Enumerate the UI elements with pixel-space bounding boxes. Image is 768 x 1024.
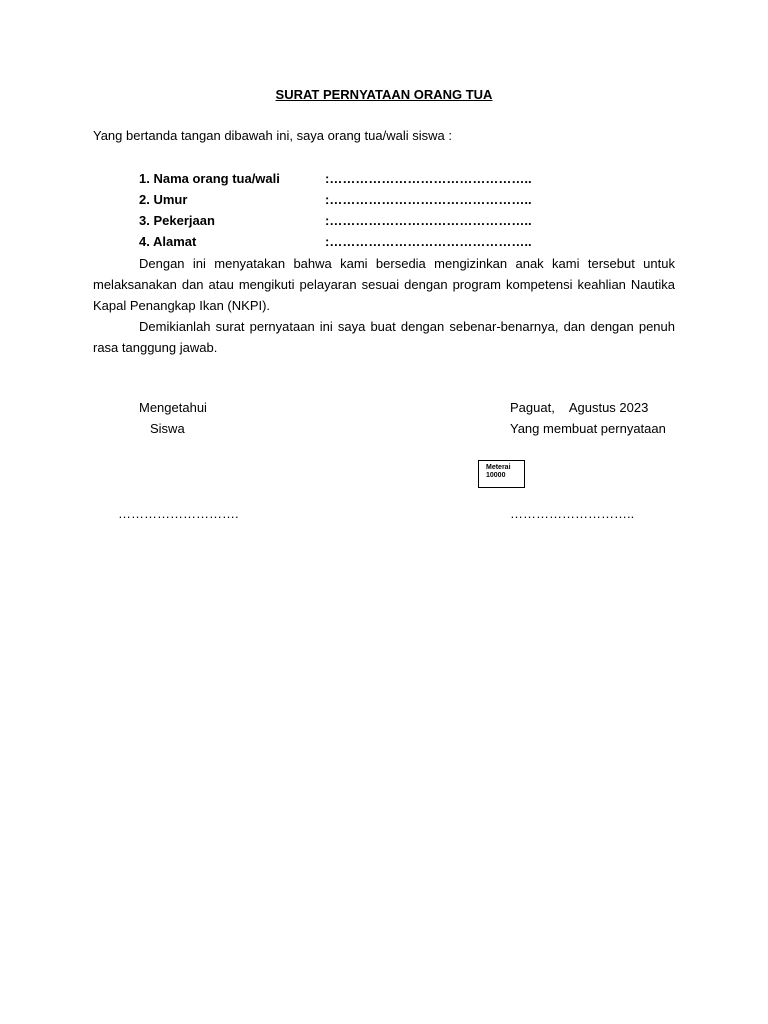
field-row-address bbox=[139, 234, 589, 255]
document-title: SURAT PERNYATAAN ORANG TUA bbox=[275, 87, 493, 102]
intro-text: Yang bertanda tangan dibawah ini, saya orang tua/wali siswa : bbox=[93, 128, 452, 143]
field-blank: :……………………………………….. bbox=[325, 234, 532, 249]
stamp-box bbox=[478, 460, 525, 488]
field-label: 3. Pekerjaan bbox=[139, 213, 215, 228]
parent-signature-line: ……………………….. bbox=[510, 506, 635, 521]
field-row-name bbox=[139, 171, 589, 192]
student-label: Siswa bbox=[150, 421, 185, 436]
declarant-label: Yang membuat pernyataan bbox=[510, 421, 666, 436]
field-blank: :……………………………………….. bbox=[325, 213, 532, 228]
identity-fields bbox=[139, 171, 589, 255]
field-row-occupation bbox=[139, 213, 589, 234]
closing-paragraph: Demikianlah surat pernyataan ini saya buat dengan sebenar-benarnya, dan dengan penuh rasa tanggung jawab. bbox=[93, 319, 675, 355]
statement-paragraph: Dengan ini menyatakan bahwa kami bersedia mengizinkan anak kami tersebut untuk melaksanakan dan atau mengikuti pelayaran sesuai dengan program kompetensi keahlian Nautika Kapal Penangkap Ikan (NKPI). bbox=[93, 256, 675, 313]
field-label: 2. Umur bbox=[139, 192, 188, 207]
field-label: 4. Alamat bbox=[139, 234, 197, 249]
student-signature-line: ………………………. bbox=[118, 506, 239, 521]
place-date bbox=[510, 400, 648, 415]
stamp-amount: 10000 bbox=[486, 472, 506, 479]
date-text: Agustus 2023 bbox=[568, 400, 649, 415]
acknowledged-label: Mengetahui bbox=[139, 400, 207, 415]
field-label: 1. Nama orang tua/wali bbox=[139, 171, 280, 186]
field-blank: :……………………………………….. bbox=[325, 171, 532, 186]
stamp-label: Meterai bbox=[486, 464, 511, 471]
place-text: Paguat, bbox=[510, 400, 555, 415]
field-row-age bbox=[139, 192, 589, 213]
field-blank: :……………………………………….. bbox=[325, 192, 532, 207]
